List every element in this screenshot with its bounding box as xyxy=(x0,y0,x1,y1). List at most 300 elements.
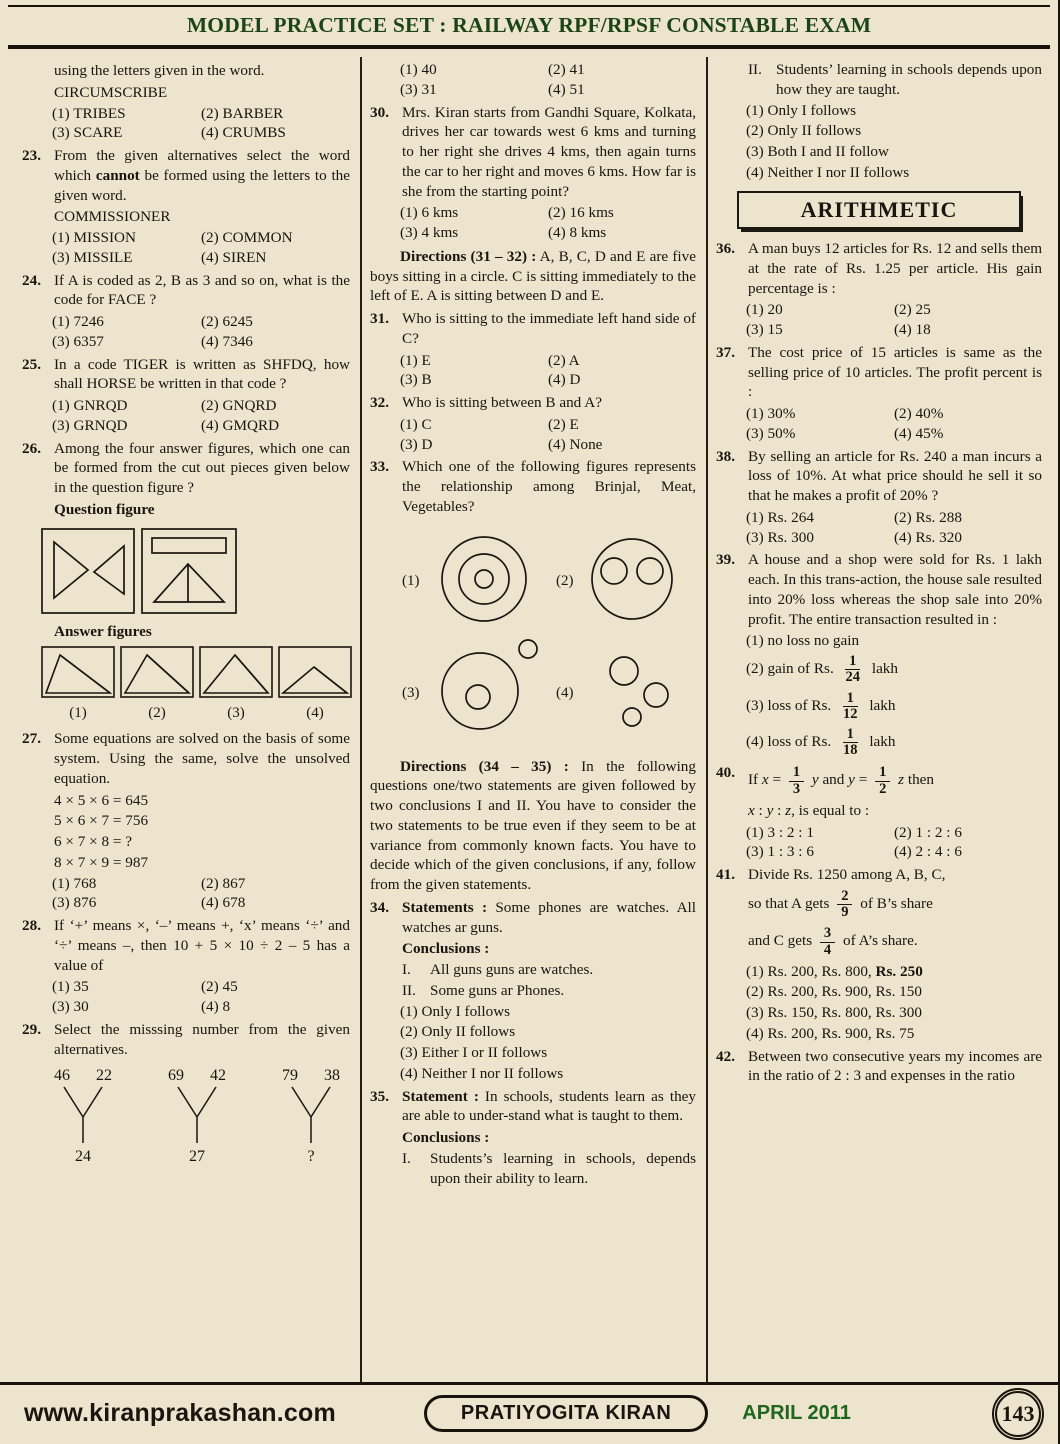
question-text xyxy=(54,439,350,498)
question xyxy=(370,1087,696,1127)
text-run: From the given alternatives select the word which xyxy=(54,147,350,184)
option: (1) 6 kms xyxy=(400,204,459,222)
conclusion-item xyxy=(402,960,696,980)
question-text xyxy=(54,146,350,205)
question xyxy=(370,393,696,413)
question-number: 31. xyxy=(370,310,389,327)
text-run: x xyxy=(748,801,755,819)
tree-top-number: 38 xyxy=(324,1067,340,1085)
question-text xyxy=(748,865,1042,885)
text-run: , is equal to : xyxy=(791,801,870,819)
question-subline: 5 × 6 × 7 = 756 xyxy=(54,812,149,830)
answer-figure-label: (4) xyxy=(306,705,324,722)
option-row xyxy=(400,1022,696,1042)
figure-q33-venn xyxy=(388,521,696,753)
option-row xyxy=(746,163,1042,183)
option: (4) GMQRD xyxy=(201,416,280,434)
question-text xyxy=(748,239,1042,298)
option-row xyxy=(52,248,350,268)
question-number: 39. xyxy=(716,551,735,569)
text-run: y xyxy=(766,801,774,819)
q33-relationship-figures xyxy=(388,521,692,753)
options xyxy=(52,977,350,1017)
text-run: A house and a shop were sold for Rs. 1 lakh each. In this trans-action, the house sale resulted into 20% loss whereas the shop sale into 20% profit. The entire transaction resulted in : xyxy=(748,551,1042,628)
text-run: lakh xyxy=(868,660,898,678)
directions xyxy=(370,757,696,895)
question-text xyxy=(748,763,1042,798)
option xyxy=(746,652,1042,687)
fraction-denominator: 4 xyxy=(823,941,832,958)
option: (2) E xyxy=(548,415,579,433)
question xyxy=(22,271,350,311)
text-run: (2) gain of Rs. xyxy=(746,660,838,678)
question-subline: 6 × 7 × 8 = ? xyxy=(54,833,132,850)
text-run: Mrs. Kiran starts from Gandhi Square, Kolkata, drives her car towards west 6 kms and turning to her right she drives 4 kms, then again turns the car to her right and moves 6 kms. How far is she from the starting point? xyxy=(402,103,696,200)
question-text xyxy=(54,916,350,975)
option: (1) 7246 xyxy=(52,313,104,330)
question-number: 33. xyxy=(370,458,389,476)
question-text-continued xyxy=(54,61,350,81)
column-2 xyxy=(360,57,706,1382)
question xyxy=(716,763,1042,798)
question-text xyxy=(402,1087,696,1127)
text-run: Statement : xyxy=(402,1087,479,1105)
option-row xyxy=(746,404,1042,424)
text-run: Among the four answer figures, which one can be formed from the cut out pieces given below in the question figure ? xyxy=(54,439,350,496)
venn-label: (2) xyxy=(556,572,574,589)
magazine-name-badge xyxy=(424,1395,708,1432)
question-subline: COMMISSIONER xyxy=(54,208,171,226)
option: (2) 45 xyxy=(201,978,238,996)
option: (2) GNQRD xyxy=(201,397,277,414)
fraction-denominator: 9 xyxy=(841,904,849,921)
fraction xyxy=(875,765,890,796)
option: (4) D xyxy=(548,371,581,389)
fraction-denominator: 2 xyxy=(879,780,887,797)
option-row xyxy=(746,982,1042,1002)
fraction xyxy=(839,727,862,758)
figure-q29-tree xyxy=(40,1063,350,1167)
question xyxy=(22,1020,350,1060)
option: (2) A xyxy=(548,351,580,369)
question-text xyxy=(748,343,1042,402)
option: (3) Either I or II follows xyxy=(400,1044,548,1061)
option: (3) 50% xyxy=(746,424,796,442)
question-text-continued xyxy=(748,924,1042,959)
directions-text: In the following questions one/two statements are given followed by two conclusions I and II. You have to consider the two statements to be true even if they seem to be at variance from commonly known facts. You have to decide which of the given conclusions, if any, follow from the given statements. xyxy=(370,757,696,893)
option: (1) Rs. 264 xyxy=(746,508,814,526)
option: (4) 8 kms xyxy=(548,224,607,241)
option-row xyxy=(746,689,1042,724)
option: (3) Both I and II follow xyxy=(746,143,889,160)
text-run: Statements : xyxy=(402,898,488,916)
answer-figure-label: (2) xyxy=(148,705,166,722)
option: (1) E xyxy=(400,351,431,369)
option: (1) 20 xyxy=(746,301,783,319)
options xyxy=(400,1002,696,1084)
option: (1) 40 xyxy=(400,61,437,78)
option-row xyxy=(400,60,696,80)
question-text xyxy=(402,898,696,938)
question-number: 23. xyxy=(22,147,41,164)
question xyxy=(716,447,1042,506)
question xyxy=(716,1047,1042,1087)
venn-label: (4) xyxy=(556,684,574,701)
option-row xyxy=(746,528,1042,548)
question xyxy=(716,343,1042,402)
option: (4) 18 xyxy=(894,321,931,339)
option-row xyxy=(746,101,1042,121)
conclusion-item xyxy=(402,981,696,1001)
option: (3) Rs. 150, Rs. 800, Rs. 300 xyxy=(746,1004,922,1022)
question xyxy=(22,146,350,205)
option: (3) 30 xyxy=(52,998,89,1015)
option: (1) 768 xyxy=(52,874,97,892)
text-run: Which one of the following figures represents the relationship among Brinjal, Meat, Vegetables? xyxy=(402,458,696,515)
question-subline: CIRCUMSCRIBE xyxy=(54,83,168,101)
option: (1) GNRQD xyxy=(52,397,128,414)
option: (2) Rs. 200, Rs. 900, Rs. 150 xyxy=(746,983,922,1001)
figure-caption: Conclusions : xyxy=(402,940,490,958)
text-run: A man buys 12 articles for Rs. 12 and sells them at the rate of Rs. 1.25 per article. His gain percentage is : xyxy=(748,240,1043,297)
text-run: Between two consecutive years my incomes are in the ratio of 2 : 3 and expenses in the ratio xyxy=(748,1047,1042,1085)
options xyxy=(400,415,696,455)
option: (4) CRUMBS xyxy=(201,124,286,142)
text-run: (1) Rs. 200, Rs. 800, xyxy=(746,962,876,980)
publisher-website: www.kiranprakashan.com xyxy=(24,1399,336,1427)
question xyxy=(370,309,696,349)
option-row xyxy=(52,874,350,894)
text-run: By selling an article for Rs. 240 a man incurs a loss of 10%. At what price should he sell it so that he makes a profit of 20% ? xyxy=(748,447,1042,505)
fraction xyxy=(839,691,862,722)
magazine-name: PRATIYOGITA KIRAN xyxy=(460,1402,672,1424)
options xyxy=(52,396,350,436)
question-text xyxy=(54,271,350,311)
question-text xyxy=(54,355,350,395)
page-header xyxy=(8,5,1050,49)
option: (3) 31 xyxy=(400,80,437,98)
fraction-numerator: 1 xyxy=(789,765,804,781)
option-row xyxy=(746,631,1042,651)
text-run: of B’s share xyxy=(856,895,933,913)
option-row xyxy=(52,997,350,1017)
question-number: 40. xyxy=(716,764,735,782)
option: (3) 15 xyxy=(746,321,783,339)
question-text xyxy=(402,309,696,349)
question-number: 29. xyxy=(22,1020,41,1038)
venn-label: (1) xyxy=(402,572,420,589)
question-text-continued xyxy=(748,887,1042,922)
page-number-badge xyxy=(992,1388,1044,1440)
figure-caption: Question figure xyxy=(54,500,155,518)
question xyxy=(370,898,696,938)
directions xyxy=(370,247,696,306)
text-run: (4) loss of Rs. xyxy=(746,733,836,751)
fraction xyxy=(842,654,865,685)
issue-date: APRIL 2011 xyxy=(742,1402,851,1424)
option-row xyxy=(746,320,1042,340)
venn-label: (3) xyxy=(402,684,420,701)
fraction-numerator: 2 xyxy=(837,889,852,905)
option: (2) BARBER xyxy=(201,104,284,122)
question-number: 27. xyxy=(22,730,41,748)
text-run: (3) loss of Rs. xyxy=(746,696,836,714)
text-run: y xyxy=(848,771,855,789)
conclusion-label: I. xyxy=(402,961,411,978)
option: (2) Only II follows xyxy=(400,1023,516,1041)
question xyxy=(22,729,350,788)
option: (1) no loss no gain xyxy=(746,632,860,650)
option-row xyxy=(400,203,696,223)
option-row xyxy=(746,962,1042,982)
question xyxy=(22,439,350,498)
option xyxy=(746,962,1042,982)
question-number: 35. xyxy=(370,1087,389,1105)
section-heading-arithmetic: ARITHMETIC xyxy=(737,191,1021,230)
options xyxy=(746,962,1042,1044)
q26-question-figure xyxy=(40,524,240,618)
tree-top-number: 46 xyxy=(54,1067,70,1085)
text-run: using the letters given in the word. xyxy=(54,62,265,79)
option: (3) B xyxy=(400,371,432,389)
fraction-numerator: 1 xyxy=(843,727,858,743)
question-number: 41. xyxy=(716,866,735,884)
directions-label: Directions (34 – 35) : xyxy=(400,757,569,775)
options xyxy=(400,60,696,100)
option: (4) Neither I nor II follows xyxy=(400,1064,564,1082)
options xyxy=(746,823,1042,863)
text-run: then xyxy=(904,771,935,789)
option: (3) Rs. 300 xyxy=(746,528,814,546)
option-row xyxy=(400,370,696,390)
option-row xyxy=(400,80,696,100)
question-number: 34. xyxy=(370,898,389,916)
option: (4) Rs. 320 xyxy=(894,528,962,546)
option: (1) TRIBES xyxy=(52,104,126,122)
option xyxy=(746,689,1042,724)
text-run: lakh xyxy=(865,733,896,751)
tree-top-number: 69 xyxy=(168,1067,184,1085)
option-row xyxy=(746,300,1042,320)
text-run: so that A gets xyxy=(748,895,834,913)
fraction-numerator: 1 xyxy=(843,691,858,707)
option: (1) 35 xyxy=(52,978,89,996)
option: (4) None xyxy=(548,435,603,453)
conclusion-label: II. xyxy=(748,61,762,78)
text-run: and xyxy=(818,771,849,789)
option: (2) COMMON xyxy=(201,229,293,246)
question xyxy=(370,103,696,202)
options xyxy=(746,631,1042,760)
option: (3) 4 kms xyxy=(400,224,459,241)
question xyxy=(716,239,1042,298)
option-row xyxy=(746,424,1042,444)
question-text-continued xyxy=(748,801,1042,821)
option: (4) 8 xyxy=(201,998,231,1015)
option: (2) 6245 xyxy=(201,313,253,330)
option: (3) 876 xyxy=(52,894,97,912)
option-row xyxy=(746,121,1042,141)
q29-number-tree xyxy=(40,1063,352,1167)
option-row xyxy=(746,725,1042,760)
option-row xyxy=(52,104,350,124)
options xyxy=(400,203,696,243)
option: (2) 25 xyxy=(894,301,931,319)
tree-top-number: 42 xyxy=(210,1067,226,1085)
option: (1) MISSION xyxy=(52,229,136,246)
option-row xyxy=(400,351,696,371)
conclusion-item xyxy=(748,60,1042,100)
option-row xyxy=(746,508,1042,528)
options xyxy=(746,101,1042,183)
option: (4) 2 : 4 : 6 xyxy=(894,843,962,861)
fraction xyxy=(820,926,835,957)
text-run: x xyxy=(761,771,769,789)
question-number: 24. xyxy=(22,271,41,289)
option-row xyxy=(746,142,1042,162)
option-row xyxy=(400,415,696,435)
question-number: 37. xyxy=(716,343,735,361)
option: (2) 16 kms xyxy=(548,204,614,222)
page-number: 143 xyxy=(1001,1400,1035,1426)
page-title: MODEL PRACTICE SET : RAILWAY RPF/RPSF CONSTABLE EXAM xyxy=(186,13,872,37)
content-columns xyxy=(0,49,1058,1382)
text-run: Select the misssing number from the given alternatives. xyxy=(54,1020,350,1058)
question-text xyxy=(54,729,350,788)
option: (1) 3 : 2 : 1 xyxy=(746,823,814,841)
text-run: Who is sitting between B and A? xyxy=(402,394,602,411)
fraction-denominator: 12 xyxy=(843,705,858,722)
option-row xyxy=(400,1002,696,1022)
text-run: Some equations are solved on the basis of some system. Using the same, solve the unsolved equation. xyxy=(54,730,350,787)
question xyxy=(370,457,696,516)
q26-answer-figures xyxy=(40,645,352,725)
option: (2) Rs. 288 xyxy=(894,508,962,526)
text-run: Divide Rs. 1250 among A, B, C, xyxy=(748,866,946,884)
option: (4) Neither I nor II follows xyxy=(746,163,910,181)
option: (1) 30% xyxy=(746,405,796,423)
conclusion-item xyxy=(402,1149,696,1189)
question xyxy=(716,865,1042,885)
question xyxy=(716,550,1042,629)
text-run: If xyxy=(748,771,762,789)
question-number: 25. xyxy=(22,355,41,373)
options xyxy=(746,404,1042,444)
option-row xyxy=(52,312,350,332)
question-number: 32. xyxy=(370,394,389,411)
option-row xyxy=(400,1064,696,1084)
text-run: be formed using the letters to the given word. xyxy=(54,166,350,204)
option: (3) D xyxy=(400,435,433,453)
text-run: : xyxy=(754,801,767,819)
option: (1) C xyxy=(400,415,432,433)
question-text xyxy=(748,447,1042,506)
question-text xyxy=(402,393,696,413)
fraction-denominator: 3 xyxy=(792,780,801,797)
option: (4) 7346 xyxy=(201,332,253,350)
directions-label: Directions (31 – 32) : xyxy=(400,247,537,265)
options xyxy=(52,228,350,268)
options xyxy=(746,508,1042,548)
text-run: In schools, students learn as they are able to under-stand what is taught to them. xyxy=(402,1087,696,1125)
question-number: 28. xyxy=(22,917,41,934)
tree-bottom-number: 27 xyxy=(189,1148,205,1166)
text-run: If A is coded as 2, B as 3 and so on, what is the code for FACE ? xyxy=(54,271,350,309)
option-row xyxy=(52,893,350,913)
option-row xyxy=(400,223,696,243)
option: (3) SCARE xyxy=(52,124,123,142)
page-footer xyxy=(0,1382,1058,1444)
option-row xyxy=(746,823,1042,843)
option: (3) GRNQD xyxy=(52,416,128,434)
text-run: and C gets xyxy=(748,932,816,950)
conclusion-label: II. xyxy=(402,981,416,999)
option-row xyxy=(400,1043,696,1063)
fraction-numerator: 1 xyxy=(875,765,890,781)
text-run: : xyxy=(773,801,786,819)
conclusion-text: Some guns ar Phones. xyxy=(430,981,565,999)
text-run: In a code TIGER is written as SHFDQ, how shall HORSE be written in that code ? xyxy=(54,355,350,393)
question-number: 42. xyxy=(716,1047,735,1065)
conclusion-text: Students’s learning in schools, depends upon their ability to learn. xyxy=(430,1149,696,1187)
fraction-denominator: 24 xyxy=(845,669,861,686)
option: (2) 41 xyxy=(548,61,585,78)
conclusion-label: I. xyxy=(402,1149,411,1167)
option: (3) 6357 xyxy=(52,332,104,350)
option: (1) Only I follows xyxy=(746,101,857,119)
figure-q26-answers xyxy=(40,645,350,725)
column-3 xyxy=(706,57,1052,1382)
option-row xyxy=(52,416,350,436)
tree-top-number: 22 xyxy=(96,1067,112,1085)
text-run: Rs. 250 xyxy=(875,962,923,980)
fraction-numerator: 1 xyxy=(845,654,860,670)
option: (4) SIREN xyxy=(201,248,267,266)
option: (2) 40% xyxy=(894,405,944,423)
text-run: of A’s share. xyxy=(839,932,918,950)
option xyxy=(746,725,1042,760)
tree-bottom-number: ? xyxy=(307,1148,315,1166)
question xyxy=(22,355,350,395)
fraction xyxy=(789,765,804,796)
option-row xyxy=(52,396,350,416)
option-row xyxy=(52,977,350,997)
option: (2) 867 xyxy=(201,874,246,892)
fraction-denominator: 18 xyxy=(843,742,858,759)
text-run: = xyxy=(854,771,872,789)
option: (4) 678 xyxy=(201,894,246,912)
text-run: z xyxy=(785,801,792,819)
figure-caption: Answer figures xyxy=(54,622,152,640)
question-number: 36. xyxy=(716,240,735,258)
options xyxy=(52,312,350,352)
answer-figure-label: (1) xyxy=(69,705,87,722)
option: (3) 1 : 3 : 6 xyxy=(746,843,814,861)
option-row xyxy=(746,652,1042,687)
options xyxy=(400,351,696,391)
figure-caption: Conclusions : xyxy=(402,1129,490,1146)
option-row xyxy=(52,332,350,352)
question-subline: 4 × 5 × 6 = 645 xyxy=(54,791,149,809)
option: (1) Only I follows xyxy=(400,1002,511,1020)
fraction xyxy=(837,889,852,920)
figure-q26-question xyxy=(40,524,350,618)
question-text xyxy=(402,103,696,202)
option-row xyxy=(400,435,696,455)
question-number: 38. xyxy=(716,447,735,465)
text-run: If ‘+’ means ×, ‘–’ means +, ‘x’ means ‘÷’ and ‘÷’ means –, then 10 + 5 × 10 ÷ 2 – 5 has a value of xyxy=(54,917,350,974)
question xyxy=(22,916,350,975)
